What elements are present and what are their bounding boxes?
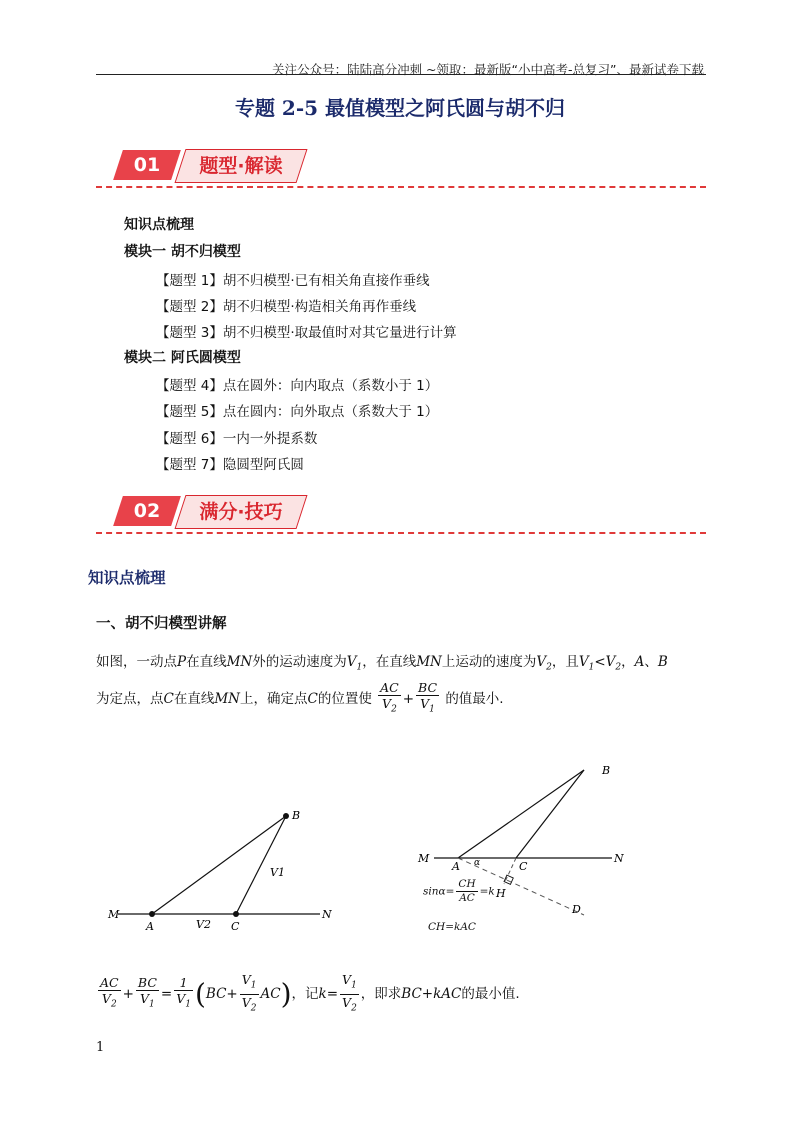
- toc-item: 【题型 7】隐圆型阿氏圆: [156, 457, 304, 473]
- point-b: [283, 813, 289, 819]
- banner-divider: [96, 186, 706, 188]
- segment-ab: [458, 770, 584, 858]
- point-c: [233, 911, 239, 917]
- banner-label: 满分·技巧: [199, 501, 283, 523]
- banner-number: 01: [133, 154, 161, 176]
- label-b: B: [602, 764, 611, 777]
- label-d: D: [572, 903, 581, 916]
- section-banner-2: [96, 490, 706, 540]
- conclusion-line: $\frac{AC}{V_2}$ + $\frac{BC}{V_1}$ = $\frac{1}{V_1}$ (BC+ $\frac{V_1}{V_2}$ AC)，记k= $\frac{V_1}{V_2}$ ，即求BC+kAC的最小值.: [100, 972, 520, 1013]
- page-title: 专题 2-5 最值模型之阿氏圆与胡不归: [234, 96, 566, 120]
- figure-1: [100, 800, 340, 940]
- segment-cb: [236, 816, 286, 914]
- label-n: N: [614, 852, 624, 865]
- label-a: A: [146, 920, 154, 933]
- label-a: A: [452, 860, 460, 873]
- header-rule: [96, 74, 706, 75]
- toc-item: 【题型 6】一内一外提系数: [156, 431, 318, 447]
- label-alpha: α: [474, 858, 481, 868]
- section-banner-1: [96, 144, 706, 194]
- fraction-ac-v2: $\frac{AC}{V_2}$: [380, 680, 399, 715]
- formula-sin-alpha: sinα= $\frac{CH}{AC}$ =k: [423, 878, 495, 904]
- segment-ch: [504, 858, 516, 884]
- segment-ab: [152, 816, 286, 914]
- paragraph-line-1: 如图，一动点P在直线MN外的运动速度为$V_1$，在直线MN上运动的速度为$V_2$，且$V_1<V_2$，A、B: [96, 654, 668, 673]
- label-v1: V1: [270, 866, 285, 879]
- label-v2: V2: [196, 918, 211, 931]
- formula-ch-kac: CH=kAC: [428, 921, 476, 933]
- paragraph-line-2: 为定点，点C在直线MN上，确定点C的位置使 $\frac{AC}{V_2}$ + $\frac{BC}{V_1}$ 的值最小.: [96, 680, 504, 718]
- page-number: 1: [96, 1040, 105, 1055]
- toc-item: 【题型 4】点在圆外：向内取点（系数小于 1）: [156, 378, 439, 394]
- subsection-heading: 一、胡不归模型讲解: [96, 616, 227, 632]
- toc-module-1: 模块一 胡不归模型: [124, 244, 241, 260]
- toc-heading: 知识点梳理: [124, 217, 194, 233]
- label-h: H: [496, 887, 506, 900]
- toc-item: 【题型 1】胡不归模型·已有相关角直接作垂线: [156, 273, 430, 289]
- header-text: 关注公众号：陆陆高分冲刺 ~领取：最新版“小中高考-总复习”、最新试卷下载: [272, 62, 704, 77]
- point-a: [149, 911, 155, 917]
- figure-2: [416, 755, 636, 935]
- toc-item: 【题型 5】点在圆内：向外取点（系数大于 1）: [156, 404, 439, 420]
- label-b: B: [292, 809, 301, 822]
- toc-item: 【题型 2】胡不归模型·构造相关角再作垂线: [156, 299, 417, 315]
- label-c: C: [231, 920, 240, 933]
- label-n: N: [322, 908, 332, 921]
- fraction-bc-v1: $\frac{BC}{V_1}$: [418, 680, 438, 715]
- label-m: M: [108, 908, 120, 921]
- toc-module-2: 模块二 阿氏圆模型: [124, 350, 241, 366]
- segment-cb: [516, 770, 584, 858]
- toc-item: 【题型 3】胡不归模型·取最值时对其它量进行计算: [156, 325, 457, 341]
- section-heading: 知识点梳理: [88, 569, 166, 587]
- banner-label: 题型·解读: [199, 155, 283, 177]
- banner-number: 02: [133, 500, 161, 522]
- banner-divider: [96, 532, 706, 534]
- label-m: M: [418, 852, 430, 865]
- label-c: C: [519, 860, 528, 873]
